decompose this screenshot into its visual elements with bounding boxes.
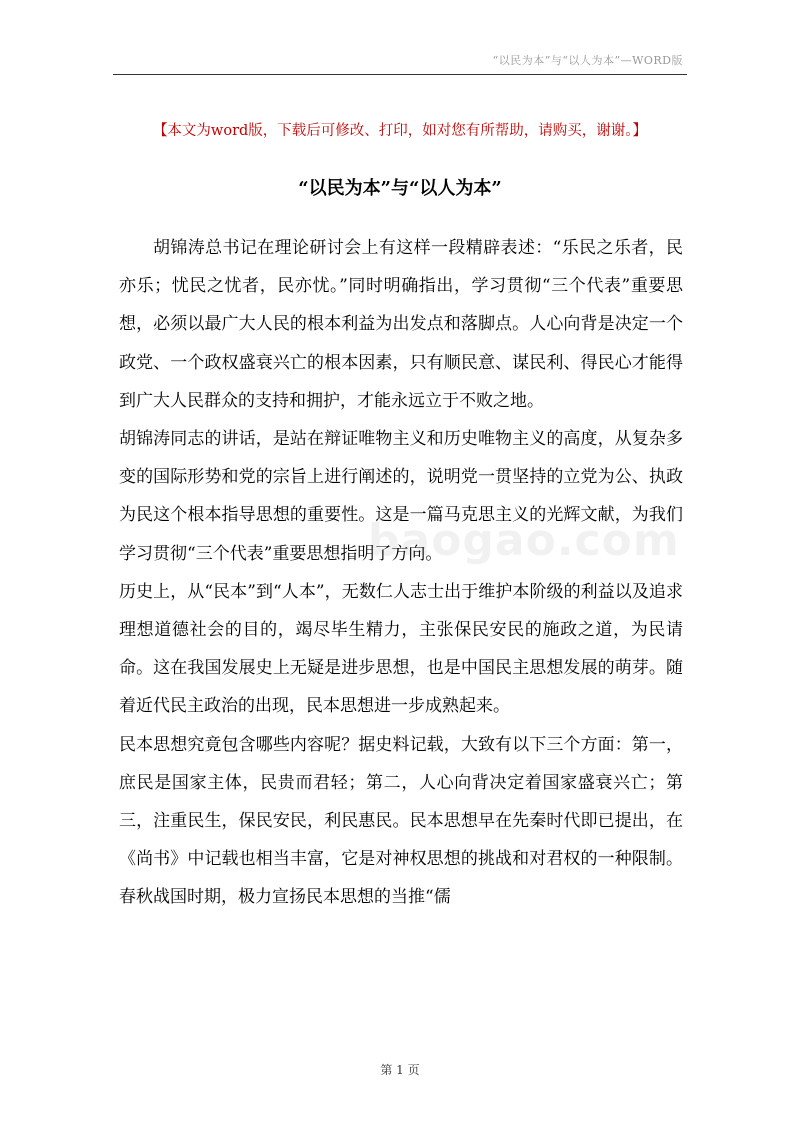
document-body bbox=[119, 229, 683, 917]
paragraph: 历史上，从“民本”到“人本”，无数仁人志士出于维护本阶级的利益以及追求理想道德社会的目的，竭尽毕生精力，主张保民安民的施政之道，为民请命。这在我国发展史上无疑是进步思想，也是中国民主思想发展的萌芽。随着近代民主政治的出现，民本思想进一步成熟起来。 bbox=[119, 581, 683, 717]
paragraph: 民本思想究竟包含哪些内容呢？据史料记载，大致有以下三个方面：第一，庶民是国家主体，民贵而君轻；第二，人心向背决定着国家盛衰兴亡；第三，注重民生，保民安民，利民惠民。民本思想早在先秦时代即已提出，在《尚书》中记载也相当丰富，它是对神权思想的挑战和对君权的一种限制。春秋战国时期，极力宣扬民本思想的当推“儒 bbox=[119, 734, 683, 908]
watermark-logo: baogao.com bbox=[368, 515, 680, 566]
document-title: “以民为本”与“以人为本” bbox=[298, 178, 502, 199]
download-notice: 【本文为word版，下载后可修改、打印，如对您有所帮助，请购买，谢谢。】 bbox=[152, 123, 648, 139]
page-number: 第 1 页 bbox=[380, 1063, 420, 1077]
paragraph: 胡锦涛总书记在理论研讨会上有这样一段精辟表述：“乐民之乐者，民亦乐；忧民之忧者，民亦忧。”同时明确指出，学习贯彻“三个代表”重要思想，必须以最广大人民的根本利益为出发点和落脚点。人心向背是决定一个政党、一个政权盛衰兴亡的根本因素，只有顺民意、谋民利、得民心才能得到广大人民群众的支持和拥护，才能永远立于不败之地。 bbox=[119, 238, 683, 411]
running-header: “以民为本”与“以人为本”—WORD版 bbox=[492, 54, 683, 67]
header-divider bbox=[113, 74, 687, 75]
paragraph: 胡锦涛同志的讲话，是站在辩证唯物主义和历史唯物主义的高度，从复杂多变的国际形势和党的宗旨上进行阐述的，说明党一贯坚持的立党为公、执政为民这个根本指导思想的重要性。这是一篇马克思主义的光辉文献，为我们学习贯彻“三个代表”重要思想指明了方向。 bbox=[119, 429, 683, 564]
